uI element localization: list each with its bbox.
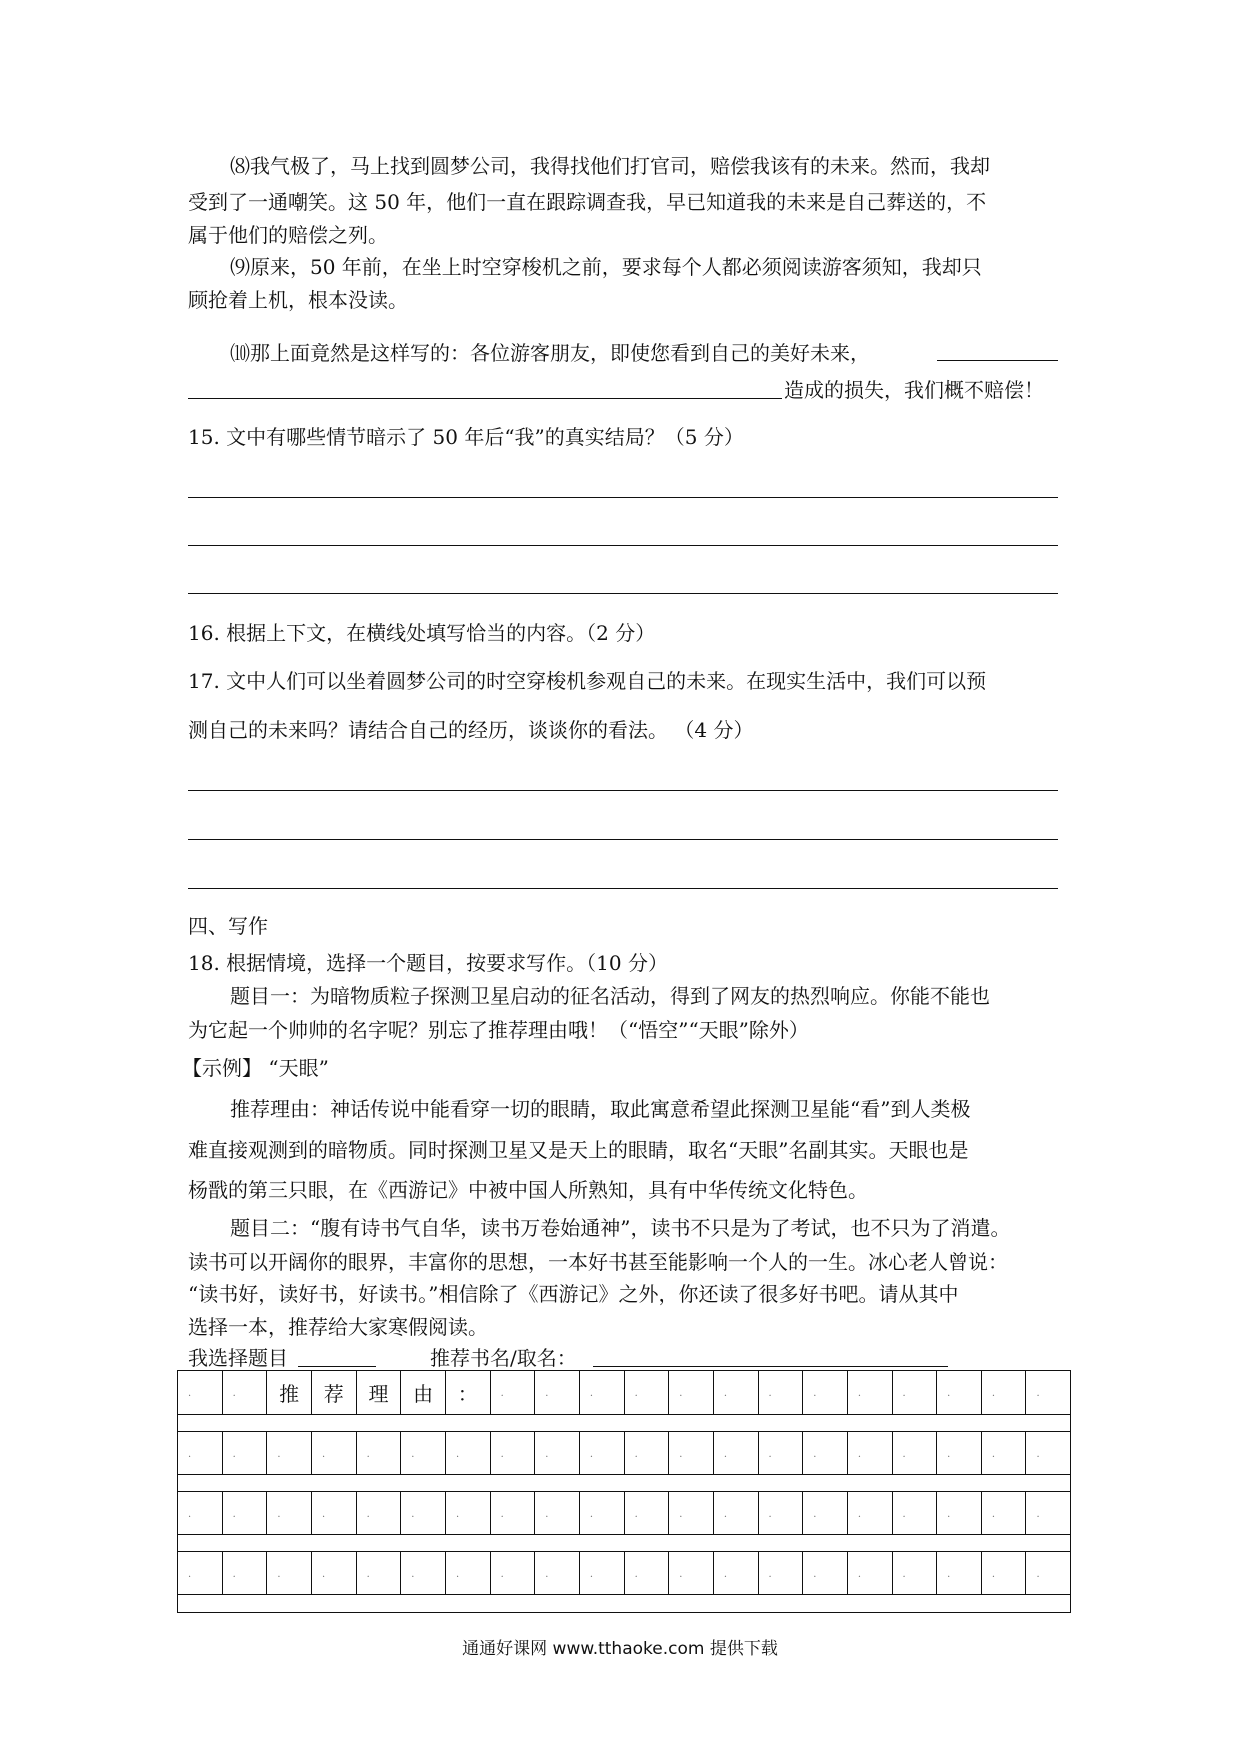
grid-cell[interactable] (312, 1371, 357, 1415)
grid-dot: · (545, 1572, 549, 1583)
grid-cell[interactable] (848, 1491, 893, 1535)
paragraph-9-line-1: ⑼原来，50 年前，在坐上时空穿梭机之前，要求每个人都必须阅读游客须知，我却只 (230, 255, 982, 279)
grid-dot: · (679, 1452, 683, 1463)
section-writing: 四、写作 (188, 914, 268, 938)
book-name-label: 推荐书名/取名： (430, 1346, 577, 1370)
grid-dot: · (679, 1512, 683, 1523)
grid-dot: · (768, 1572, 772, 1583)
grid-cell[interactable] (625, 1371, 670, 1415)
grid-dot: · (455, 1572, 460, 1583)
grid-dot: · (991, 1391, 995, 1402)
grid-dot: · (277, 1572, 281, 1583)
book-name-blank[interactable] (593, 1366, 948, 1367)
grid-dot: · (232, 1572, 236, 1583)
grid-cell[interactable] (982, 1431, 1027, 1475)
grid-cell[interactable] (803, 1371, 848, 1415)
grid-dot: · (947, 1452, 951, 1463)
topic-2-line-3: “读书好，读好书，好读书。”相信除了《西游记》之外，你还读了很多好书吧。请从其中 (188, 1282, 959, 1306)
grid-dot: · (634, 1391, 638, 1402)
grid-cell[interactable] (223, 1431, 268, 1475)
answer-line-17-2[interactable] (188, 839, 1058, 840)
grid-dot: · (947, 1512, 951, 1523)
grid-dot: · (768, 1452, 772, 1463)
grid-dot: · (857, 1572, 862, 1583)
topic-1-line-2: 为它起一个帅帅的名字呢？别忘了推荐理由哦！（“悟空”“天眼”除外） (188, 1018, 809, 1042)
grid-cell[interactable] (491, 1431, 536, 1475)
grid-cell[interactable] (535, 1551, 580, 1595)
grid-cell[interactable] (1026, 1491, 1070, 1535)
grid-cell[interactable] (491, 1491, 536, 1535)
grid-cell[interactable] (580, 1491, 625, 1535)
grid-cell[interactable] (625, 1551, 670, 1595)
grid-dot: · (188, 1512, 192, 1523)
grid-cell[interactable] (312, 1551, 357, 1595)
example-label: 【示例】 “天眼” (182, 1056, 329, 1080)
grid-cell[interactable] (1026, 1431, 1070, 1475)
grid-row-2 (178, 1431, 1070, 1475)
grid-cell[interactable] (714, 1491, 759, 1535)
grid-cell[interactable] (893, 1551, 938, 1595)
grid-dot: · (902, 1391, 906, 1402)
grid-cell[interactable] (893, 1491, 938, 1535)
grid-dot: · (500, 1572, 504, 1583)
grid-dot: · (813, 1452, 817, 1463)
fill-blank-2[interactable] (188, 398, 782, 399)
answer-line-17-1[interactable] (188, 790, 1058, 791)
grid-dot: · (500, 1452, 504, 1463)
grid-cell[interactable] (178, 1371, 223, 1415)
grid-dot: · (1036, 1572, 1040, 1583)
footer-text: 通通好课网 www.tthaoke.com 提供下载 (462, 1639, 778, 1659)
grid-cell[interactable] (937, 1431, 982, 1475)
grid-cell[interactable] (535, 1371, 580, 1415)
grid-dot: · (902, 1572, 906, 1583)
answer-line-15-3[interactable] (188, 593, 1058, 594)
grid-cell[interactable] (1026, 1551, 1070, 1595)
question-15: 15. 文中有哪些情节暗示了 50 年后“我”的真实结局？（5 分） (188, 425, 744, 449)
grid-cell[interactable] (580, 1431, 625, 1475)
grid-cell[interactable] (491, 1371, 536, 1415)
grid-dot: · (813, 1572, 817, 1583)
grid-dot: · (679, 1391, 683, 1402)
grid-cell[interactable] (446, 1431, 491, 1475)
grid-dot: · (589, 1572, 594, 1583)
grid-cell[interactable] (535, 1491, 580, 1535)
grid-cell[interactable] (848, 1431, 893, 1475)
grid-cell[interactable] (267, 1551, 312, 1595)
grid-cell[interactable] (625, 1491, 670, 1535)
grid-dot: · (991, 1572, 995, 1583)
paragraph-8-line-3: 属于他们的赔偿之列。 (188, 223, 388, 247)
topic-2-line-1: 题目二：“腹有诗书气自华，读书万卷始通神”，读书不只是为了考试，也不只为了消遣。 (230, 1216, 1011, 1240)
question-17-line-2: 测自己的未来吗？请结合自己的经历，谈谈你的看法。 （4 分） (188, 718, 754, 742)
grid-cell[interactable] (178, 1551, 223, 1595)
grid-dot: · (411, 1572, 415, 1583)
grid-cell[interactable] (401, 1431, 446, 1475)
grid-dot: · (411, 1512, 415, 1523)
grid-cell[interactable] (178, 1431, 223, 1475)
grid-dot: · (857, 1391, 862, 1402)
grid-dot: · (545, 1452, 549, 1463)
grid-cell[interactable] (357, 1371, 402, 1415)
grid-row-4 (178, 1551, 1070, 1595)
grid-dot: · (857, 1512, 862, 1523)
grid-cell[interactable] (223, 1491, 268, 1535)
grid-dot: · (947, 1391, 951, 1402)
question-18: 18. 根据情境，选择一个题目，按要求写作。（10 分） (188, 951, 668, 975)
grid-dot: · (455, 1452, 460, 1463)
paragraph-8-line-2: 受到了一通嘲笑。这 50 年，他们一直在跟踪调查我，早已知道我的未来是自己葬送的，不 (188, 190, 987, 214)
grid-dot: · (232, 1512, 236, 1523)
paragraph-10-line-1: ⑽那上面竟然是这样写的：各位游客朋友，即使您看到自己的美好未来， (230, 341, 870, 365)
answer-line-17-3[interactable] (188, 888, 1058, 889)
grid-cell[interactable] (580, 1551, 625, 1595)
grid-dot: · (366, 1512, 370, 1523)
grid-cell[interactable] (669, 1371, 714, 1415)
grid-dot: · (232, 1452, 236, 1463)
grid-dot: · (455, 1512, 460, 1523)
grid-dot: · (723, 1452, 728, 1463)
grid-dot: · (768, 1512, 772, 1523)
grid-dot: · (321, 1512, 326, 1523)
grid-cell[interactable] (714, 1431, 759, 1475)
grid-cell[interactable] (893, 1431, 938, 1475)
grid-dot: · (723, 1512, 728, 1523)
choose-topic-blank[interactable] (298, 1366, 376, 1367)
grid-cell[interactable] (982, 1371, 1027, 1415)
grid-cell[interactable] (937, 1551, 982, 1595)
grid-dot: · (411, 1452, 415, 1463)
grid-cell[interactable] (803, 1431, 848, 1475)
grid-dot: · (634, 1572, 638, 1583)
grid-dot: · (768, 1391, 772, 1402)
grid-cell[interactable] (848, 1551, 893, 1595)
grid-dot: · (500, 1391, 504, 1402)
grid-cell[interactable] (223, 1551, 268, 1595)
reason-line-2: 难直接观测到的暗物质。同时探测卫星又是天上的眼睛，取名“天眼”名副其实。天眼也是 (188, 1138, 969, 1162)
grid-cell[interactable] (982, 1551, 1027, 1595)
grid-cell[interactable] (714, 1371, 759, 1415)
grid-cell[interactable] (848, 1371, 893, 1415)
grid-dot: · (500, 1512, 504, 1523)
paragraph-9-line-2: 顾抢着上机，根本没读。 (188, 288, 408, 312)
grid-cell[interactable] (267, 1371, 312, 1415)
grid-dot: · (634, 1512, 638, 1523)
grid-cell-char: ： (457, 1382, 478, 1406)
grid-cell-char: 推 (279, 1382, 300, 1406)
grid-dot: · (545, 1512, 549, 1523)
grid-dot: · (679, 1572, 683, 1583)
answer-line-15-2[interactable] (188, 545, 1058, 546)
grid-dot: · (277, 1512, 281, 1523)
grid-dot: · (545, 1391, 549, 1402)
grid-row-1 (178, 1371, 1070, 1415)
grid-dot: · (1036, 1391, 1040, 1402)
grid-cell[interactable] (446, 1491, 491, 1535)
grid-dot: · (232, 1391, 236, 1402)
grid-cell[interactable] (982, 1491, 1027, 1535)
reason-line-3: 杨戬的第三只眼，在《西游记》中被中国人所熟知，具有中华传统文化特色。 (188, 1178, 868, 1202)
grid-row-3 (178, 1491, 1070, 1535)
grid-cell[interactable] (937, 1371, 982, 1415)
grid-cell[interactable] (669, 1551, 714, 1595)
grid-dot: · (366, 1452, 370, 1463)
grid-cell[interactable] (714, 1551, 759, 1595)
grid-cell[interactable] (759, 1551, 804, 1595)
paragraph-8-line-1: ⑻我气极了，马上找到圆梦公司，我得找他们打官司，赔偿我该有的未来。然而，我却 (230, 154, 990, 178)
grid-dot: · (277, 1452, 281, 1463)
grid-cell[interactable] (759, 1431, 804, 1475)
grid-cell[interactable] (357, 1551, 402, 1595)
grid-cell[interactable] (669, 1431, 714, 1475)
topic-2-line-2: 读书可以开阔你的眼界，丰富你的思想，一本好书甚至能影响一个人的一生。冰心老人曾说： (188, 1250, 1008, 1274)
grid-cell[interactable] (669, 1491, 714, 1535)
grid-cell[interactable] (357, 1491, 402, 1535)
grid-dot: · (188, 1452, 192, 1463)
grid-dot: · (634, 1452, 638, 1463)
grid-cell[interactable] (491, 1551, 536, 1595)
grid-dot: · (813, 1512, 817, 1523)
grid-cell[interactable] (1026, 1371, 1070, 1415)
grid-cell[interactable] (267, 1431, 312, 1475)
grid-cell[interactable] (312, 1431, 357, 1475)
grid-dot: · (813, 1391, 817, 1402)
paragraph-10-line-2: 造成的损失，我们概不赔偿！ (784, 378, 1044, 402)
grid-cell[interactable] (178, 1491, 223, 1535)
topic-2-line-4: 选择一本，推荐给大家寒假阅读。 (188, 1315, 488, 1339)
grid-cell[interactable] (625, 1431, 670, 1475)
grid-cell[interactable] (759, 1371, 804, 1415)
grid-cell[interactable] (312, 1491, 357, 1535)
grid-dot: · (589, 1512, 594, 1523)
topic-1-line-1: 题目一：为暗物质粒子探测卫星启动的征名活动，得到了网友的热烈响应。你能不能也 (230, 984, 990, 1008)
grid-cell-char: 荐 (323, 1382, 344, 1406)
grid-cell[interactable] (937, 1491, 982, 1535)
grid-dot: · (991, 1512, 995, 1523)
grid-cell[interactable] (267, 1491, 312, 1535)
grid-cell-char: 理 (368, 1382, 389, 1406)
grid-dot: · (188, 1572, 192, 1583)
grid-cell[interactable] (401, 1491, 446, 1535)
grid-dot: · (589, 1391, 594, 1402)
grid-cell[interactable] (803, 1491, 848, 1535)
grid-dot: · (902, 1512, 906, 1523)
grid-cell[interactable] (446, 1371, 491, 1415)
grid-dot: · (321, 1572, 326, 1583)
grid-dot: · (947, 1572, 951, 1583)
grid-dot: · (723, 1391, 728, 1402)
question-17-line-1: 17. 文中人们可以坐着圆梦公司的时空穿梭机参观自己的未来。在现实生活中，我们可以预 (188, 669, 987, 693)
fill-blank-1[interactable] (937, 360, 1058, 361)
grid-cell[interactable] (446, 1551, 491, 1595)
choose-topic-label: 我选择题目 (188, 1346, 288, 1370)
writing-grid[interactable] (177, 1370, 1071, 1613)
grid-cell[interactable] (759, 1491, 804, 1535)
grid-dot: · (991, 1452, 995, 1463)
grid-dot: · (589, 1452, 594, 1463)
grid-cell[interactable] (893, 1371, 938, 1415)
grid-cell-char: 由 (413, 1382, 434, 1406)
answer-line-15-1[interactable] (188, 497, 1058, 498)
grid-dot: · (1036, 1512, 1040, 1523)
grid-cell[interactable] (803, 1551, 848, 1595)
reason-line-1: 推荐理由：神话传说中能看穿一切的眼睛，取此寓意希望此探测卫星能“看”到人类极 (230, 1097, 971, 1121)
question-16: 16. 根据上下文，在横线处填写恰当的内容。（2 分） (188, 621, 656, 645)
grid-cell[interactable] (357, 1431, 402, 1475)
grid-dot: · (321, 1452, 326, 1463)
grid-dot: · (902, 1452, 906, 1463)
grid-cell[interactable] (401, 1551, 446, 1595)
grid-cell[interactable] (535, 1431, 580, 1475)
grid-cell[interactable] (401, 1371, 446, 1415)
grid-dot: · (857, 1452, 862, 1463)
grid-dot: · (1036, 1452, 1040, 1463)
grid-cell[interactable] (580, 1371, 625, 1415)
grid-dot: · (366, 1572, 370, 1583)
grid-dot: · (188, 1391, 192, 1402)
grid-dot: · (723, 1572, 728, 1583)
grid-cell[interactable] (223, 1371, 268, 1415)
